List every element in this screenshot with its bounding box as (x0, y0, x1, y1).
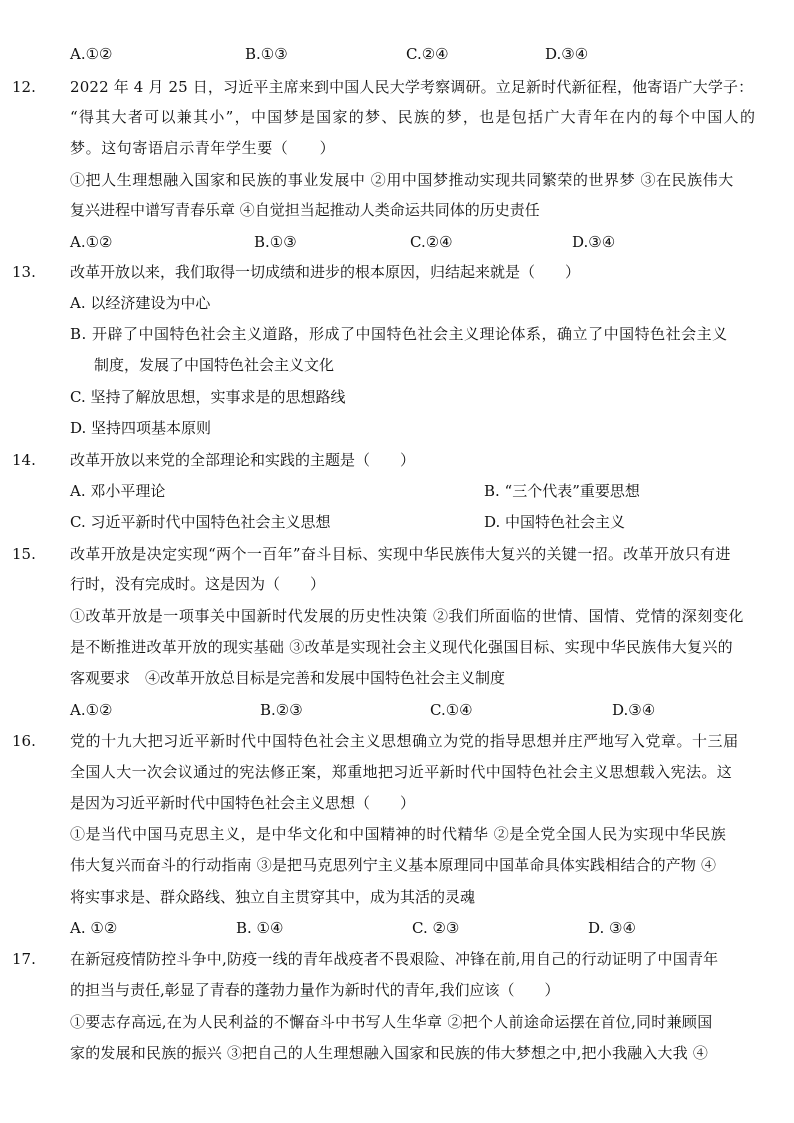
option-b: B.②③ (260, 701, 303, 719)
question-stem-line: 全国人大一次会议通过的宪法修正案，郑重地把习近平新时代中国特色社会主义思想载入宪法。这 (70, 763, 733, 781)
question-stem-line: 党的十九大把习近平新时代中国特色社会主义思想确立为党的指导思想并庄严地写入党章。十三届 (70, 732, 739, 750)
option-d: D.③④ (612, 701, 656, 719)
question-stem-line: “得其大者可以兼其小”，中国梦是国家的梦、民族的梦，也是包括广大青年在内的每个中国人的 (70, 108, 757, 126)
question-number: 13. (12, 263, 36, 281)
option-b: B. “三个代表”重要思想 (484, 482, 640, 500)
option-c: C.②④ (406, 45, 449, 63)
question-stem-line: 的担当与责任,彰显了青春的蓬勃力量作为新时代的青年,我们应该（ ） (70, 981, 560, 999)
statement-line: ①是当代中国马克思主义，是中华文化和中国精神的时代精华 ②是全党全国人民为实现中华民族 (70, 825, 727, 843)
option-a: A.①② (70, 233, 113, 251)
option-c: C.②④ (410, 233, 453, 251)
question-stem-line: 梦。这句寄语启示青年学生要（ ） (70, 139, 336, 157)
option-a: A.①② (70, 701, 113, 719)
question-stem-line: 在新冠疫情防控斗争中,防疫一线的青年战疫者不畏艰险、冲锋在前,用自己的行动证明了中国青年 (70, 950, 719, 968)
question-stem-line: 是因为习近平新时代中国特色社会主义思想（ ） (70, 794, 416, 812)
option-a: A. 邓小平理论 (70, 482, 166, 500)
statement-line: 将实事求是、群众路线、独立自主贯穿其中，成为其活的灵魂 (70, 888, 476, 906)
question-stem-line: 行时，没有完成时。这是因为（ ） (70, 575, 326, 593)
option-b: B.①③ (245, 45, 288, 63)
option-c: C. 坚持了解放思想，实事求是的思想路线 (70, 388, 346, 406)
statement-line: ①把人生理想融入国家和民族的事业发展中 ②用中国梦推动实现共同繁荣的世界梦 ③在民族伟大 (70, 171, 734, 189)
statement-line: 复兴进程中谱写青春乐章 ④自觉担当起推动人类命运共同体的历史责任 (70, 201, 540, 219)
question-stem: 改革开放以来，我们取得一切成绩和进步的根本原因，归结起来就是（ ） (70, 263, 581, 281)
option-b: B.①③ (254, 233, 297, 251)
option-a: A. ①② (70, 919, 118, 937)
option-b: B. 开辟了中国特色社会主义道路，形成了中国特色社会主义理论体系，确立了中国特色社会主义 (70, 325, 728, 343)
option-d: D. ③④ (588, 919, 636, 937)
option-b-continued: 制度，发展了中国特色社会主义文化 (94, 356, 335, 374)
statement-line: 伟大复兴而奋斗的行动指南 ③是把马克思列宁主义基本原理同中国革命具体实践相结合的产物 ④ (70, 856, 717, 874)
question-stem-line: 改革开放是决定实现“两个一百年”奋斗目标、实现中华民族伟大复兴的关键一招。改革开放只有进 (70, 545, 731, 563)
question-number: 12. (12, 78, 36, 96)
option-c: C. ②③ (412, 919, 460, 937)
statement-line: 客观要求 ④改革开放总目标是完善和发展中国特色社会主义制度 (70, 669, 506, 687)
question-stem-line: 2022 年 4 月 25 日，习近平主席来到中国人民大学考察调研。立足新时代新征程，他寄语广大学子： (70, 78, 754, 96)
statement-line: ①改革开放是一项事关中国新时代发展的历史性决策 ②我们所面临的世情、国情、党情的深刻变化 (70, 607, 744, 625)
option-d: D. 坚持四项基本原则 (70, 419, 212, 437)
option-c: C.①④ (430, 701, 473, 719)
statement-line: 是不断推进改革开放的现实基础 ③改革是实现社会主义现代化强国目标、实现中华民族伟大复兴的 (70, 638, 733, 656)
statement-line: 家的发展和民族的振兴 ③把自己的人生理想融入国家和民族的伟大梦想之中,把小我融入大我 ④ (70, 1044, 709, 1062)
option-d: D. 中国特色社会主义 (484, 513, 626, 531)
question-number: 16. (12, 732, 36, 750)
option-a: A.①② (70, 45, 113, 63)
option-c: C. 习近平新时代中国特色社会主义思想 (70, 513, 331, 531)
question-stem: 改革开放以来党的全部理论和实践的主题是（ ） (70, 451, 416, 469)
question-number: 17. (12, 950, 36, 968)
option-d: D.③④ (572, 233, 616, 251)
question-number: 14. (12, 451, 36, 469)
question-number: 15. (12, 545, 36, 563)
option-a: A. 以经济建设为中心 (70, 294, 211, 312)
statement-line: ①要志存高远,在为人民利益的不懈奋斗中书写人生华章 ②把个人前途命运摆在首位,同时兼顾国 (70, 1013, 713, 1031)
option-b: B. ①④ (236, 919, 284, 937)
option-d: D.③④ (545, 45, 589, 63)
